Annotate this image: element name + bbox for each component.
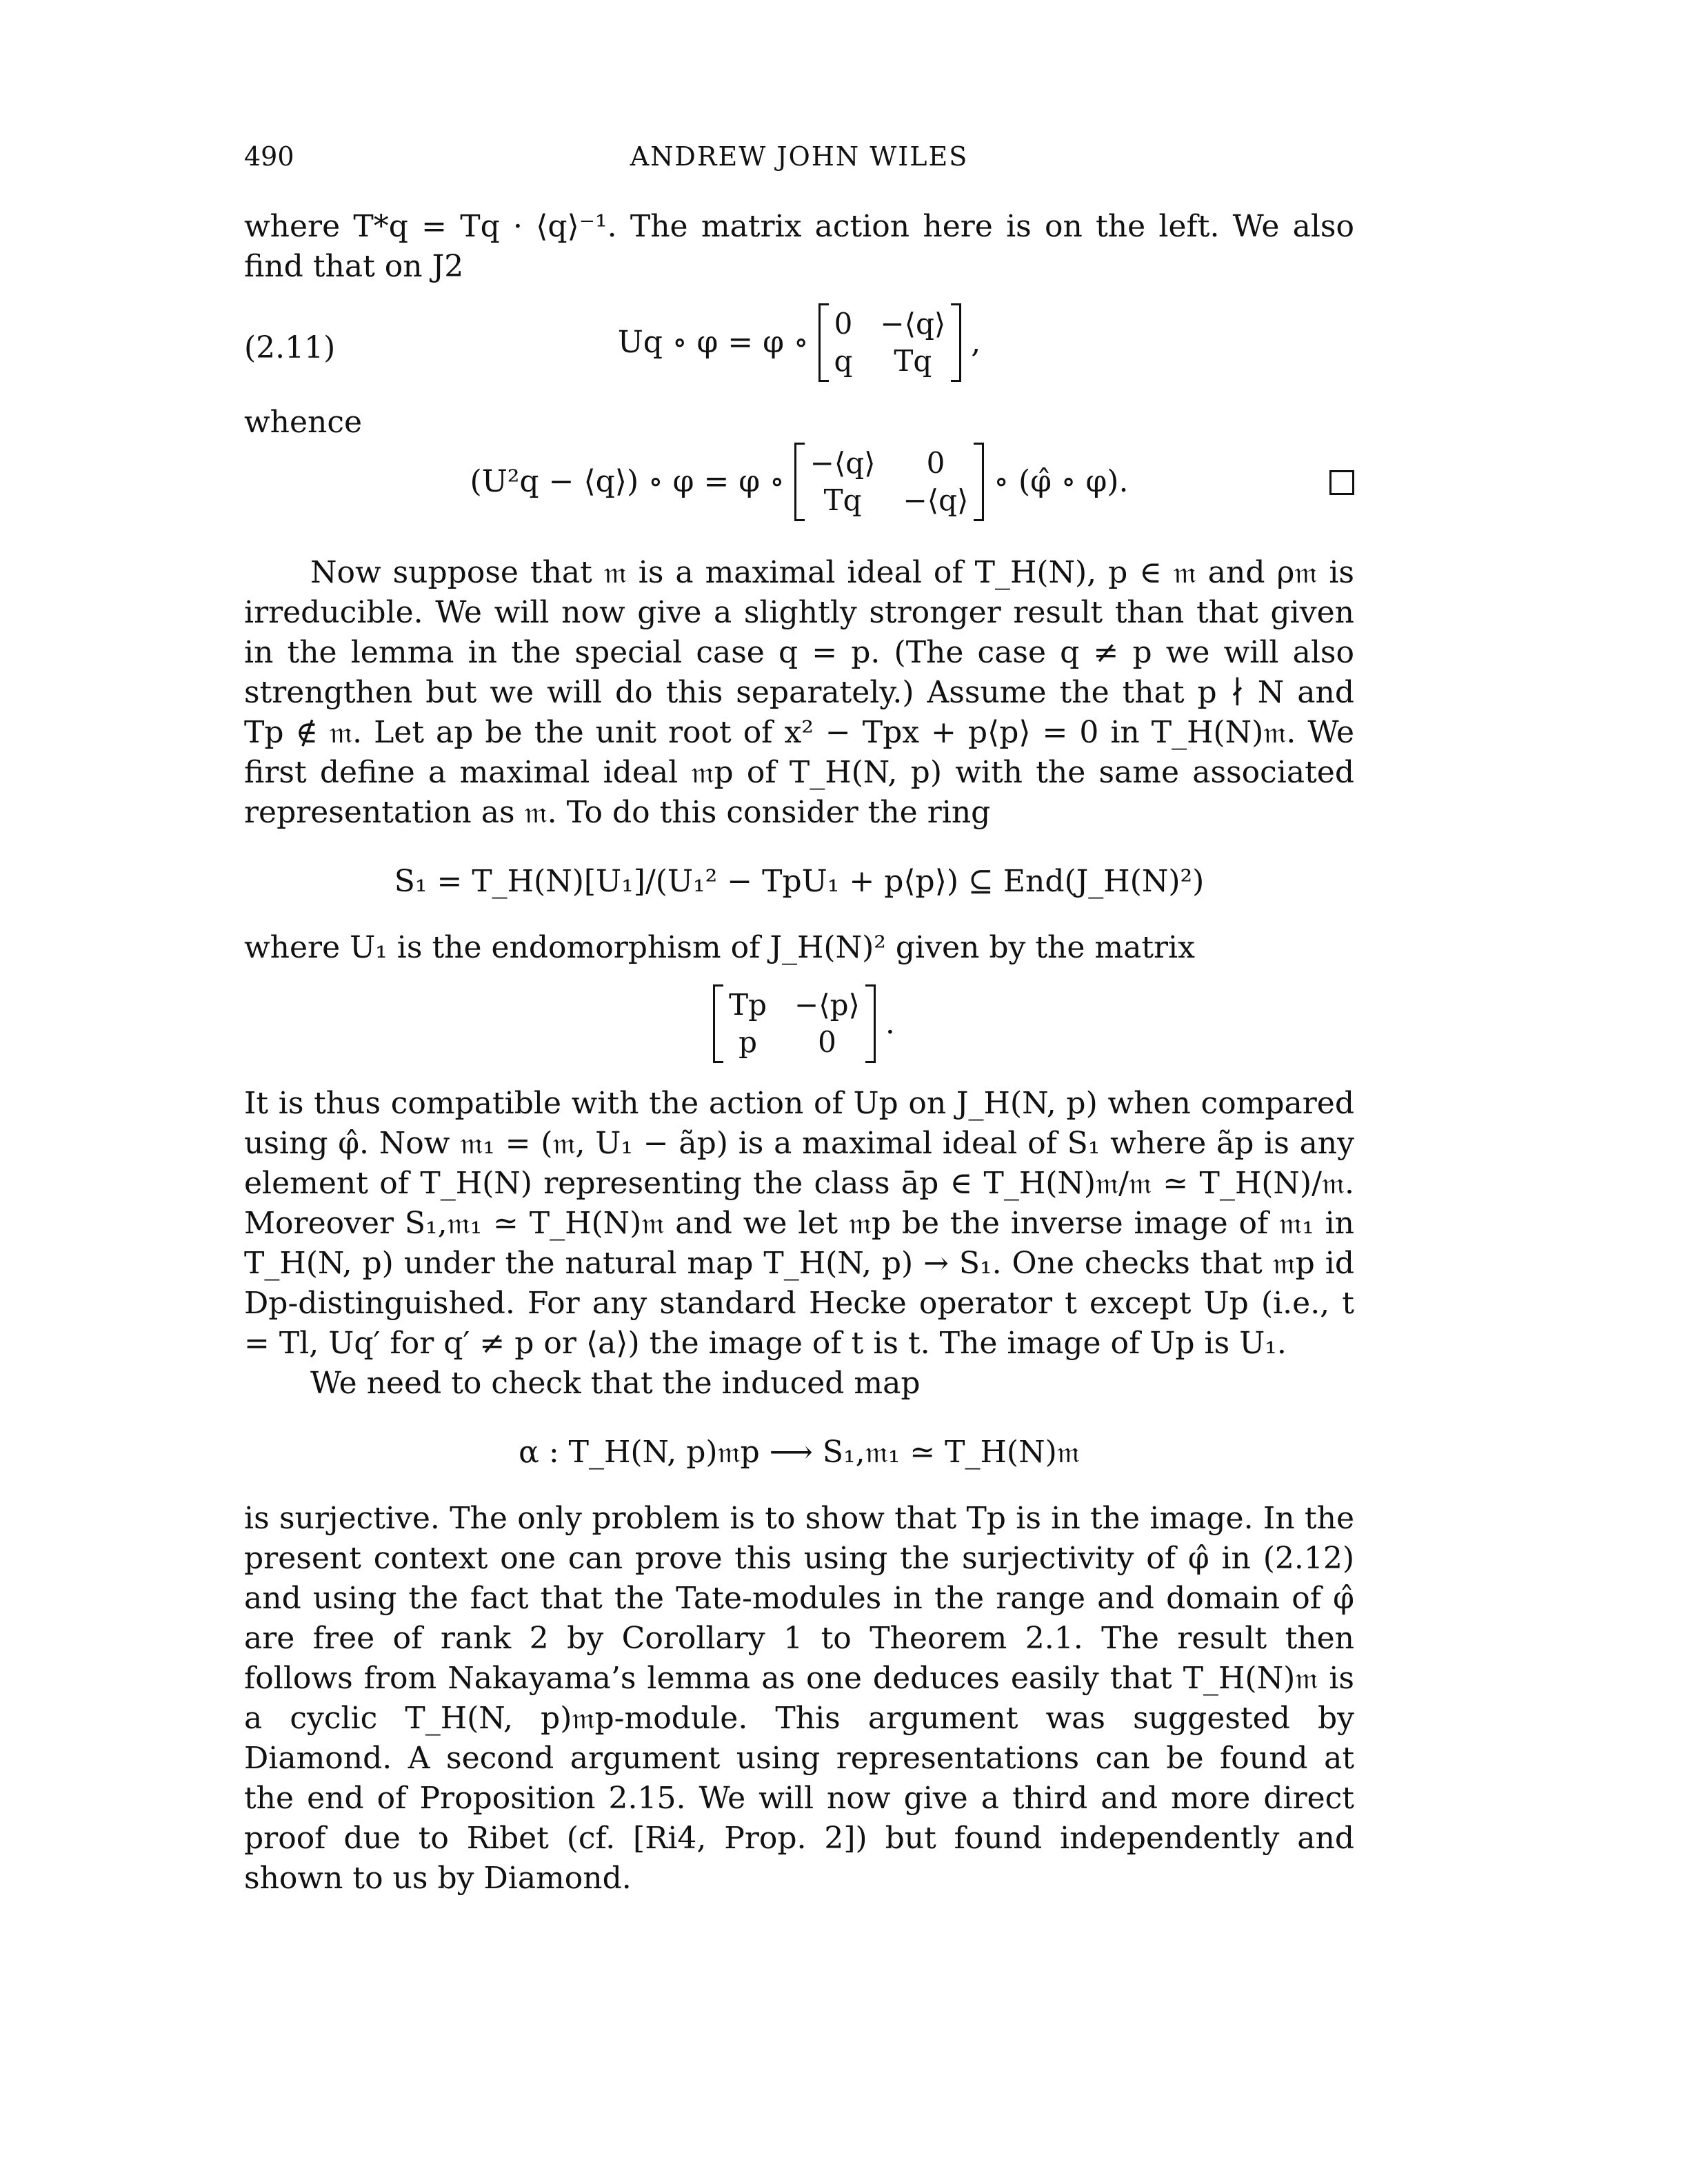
paragraph: where U₁ is the endomorphism of J_H(N)² given by the matrix [244,930,1195,965]
equation-lhs: (U²q − ⟨q⟩) ∘ φ = φ ∘ [470,464,785,499]
equation-whence [244,443,1354,525]
matrix-cell: Tq [823,483,862,517]
right-bracket [865,984,876,1063]
matrix [818,303,962,382]
paragraph: It is thus compatible with the action of Up on J_H(N, p) when compared using φ̂. Now 𝔪₁ = (𝔪, U₁ − ãp) is a maximal ideal of S₁ where ãp is any element of T_H(N) representing the class āp ∈ T_H(N)𝔪/𝔪 ≃ T_H(N)/𝔪. Moreover S₁,𝔪₁ ≃ T_H(N)𝔪 and we let 𝔪p be the inverse image of 𝔪₁ in T_H(N, p) under the natural map T_H(N, p) → S₁. One checks that 𝔪p id Dp-distinguished. For any standard Hecke operator t except Up (i.e., t = Tl, Uq′ for q′ ≠ p or ⟨a⟩) the image of t is t. The image of Up is U₁. [244,1086,1354,1361]
equation-body [244,303,1354,382]
intro-line: where T*q = Tq · ⟨q⟩⁻¹. The matrix action here is on the left. We also find that on J2 [244,209,1354,284]
left-bracket [713,984,723,1063]
paragraph: We need to check that the induced map [310,1366,921,1401]
matrix-cell: −⟨q⟩ [880,307,946,341]
matrix-cell: 0 [818,1025,836,1059]
matrix-cell: −⟨q⟩ [810,446,876,480]
matrix-cell: q [834,344,853,378]
equation-suffix: ∘ (φ̂ ∘ φ). [994,464,1129,499]
matrix-cell: −⟨p⟩ [794,988,860,1022]
equation-body: α : T_H(N, p)𝔪p ⟶ S₁,𝔪₁ ≃ T_H(N)𝔪 [519,1435,1080,1470]
article-body [244,207,1354,1899]
equation-suffix: , [971,325,981,360]
equation-u1-matrix [244,984,1354,1067]
equation-suffix: . [885,1006,895,1041]
matrix [794,443,985,521]
matrix-cell: Tq [894,344,932,378]
paragraph: is surjective. The only problem is to show that Tp is in the image. In the present context one can prove this using the surjectivity of φ̂ in (2.12) and using the fact that the Tate-modules in the range and domain of φ̂ are free of rank 2 by Corollary 1 to Theorem 2.1. The result then follows from Nakayama’s lemma as one deduces easily that T_H(N)𝔪 is a cyclic T_H(N, p)𝔪p-module. This argument was suggested by Diamond. A second argument using representations can be found at the end of Proposition 2.15. We will now give a third and more direct proof due to Ribet (cf. [Ri4, Prop. 2]) but found independently and shown to us by Diamond. [244,1501,1354,1896]
whence-label: whence [244,405,363,440]
equation-body [244,443,1354,521]
right-bracket [974,443,984,521]
matrix [713,984,876,1063]
matrix-cell: Tp [729,988,767,1022]
qed-square-icon [1329,470,1354,495]
page-number: 490 [244,141,294,172]
equation-ring [244,849,1354,911]
matrix-grid [723,984,865,1063]
paragraph: Now suppose that 𝔪 is a maximal ideal of T_H(N), p ∈ 𝔪 and ρ𝔪 is irreducible. We will now give a slightly stronger result than that given in the lemma in the special case q = p. (The case q ≠ p we will also strengthen but we will do this separately.) Assume the that p ∤ N and Tp ∉ 𝔪. Let ap be the unit root of x² − Tpx + p⟨p⟩ = 0 in T_H(N)𝔪. We first define a maximal ideal 𝔪p of T_H(N, p) with the same associated representation as 𝔪. To do this consider the ring [244,555,1354,830]
right-bracket [951,303,961,382]
matrix-cell: p [738,1025,757,1059]
equation-2-11 [244,303,1354,386]
equation-alpha [244,1420,1354,1482]
left-bracket [818,303,829,382]
matrix-grid [829,303,952,382]
matrix-cell: −⟨q⟩ [903,483,969,517]
equation-body [244,984,1354,1063]
header-title: ANDREW JOHN WILES [630,141,969,172]
equation-lhs: Uq ∘ φ = φ ∘ [617,325,809,360]
matrix-grid [805,443,974,521]
left-bracket [794,443,805,521]
equation-label: (2.11) [244,330,336,365]
matrix-cell: 0 [926,446,945,480]
equation-body: S₁ = T_H(N)[U₁]/(U₁² − TpU₁ + p⟨p⟩) ⊆ End(J_H(N)²) [394,864,1205,899]
matrix-cell: 0 [834,307,853,341]
